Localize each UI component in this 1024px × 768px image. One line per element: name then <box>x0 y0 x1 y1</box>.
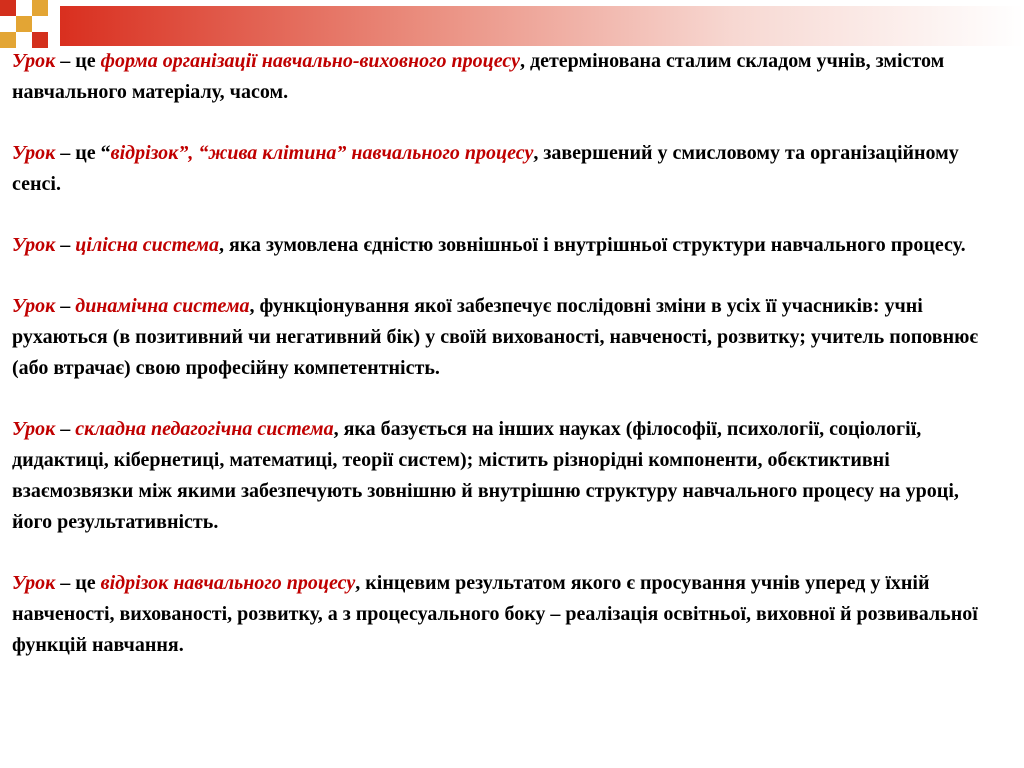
decor-square <box>16 16 32 32</box>
definition-paragraph <box>12 414 1002 538</box>
connector-text: – це <box>55 572 101 594</box>
connector-text: – це “ <box>55 142 111 164</box>
definition-term: цілісна система <box>75 234 219 256</box>
connector-text: – <box>55 295 76 317</box>
definition-rest: , детермінована сталим складом учнів, змістом навчального матеріалу, часом. <box>12 50 945 103</box>
definition-term: форма організації навчально-виховного процесу <box>100 50 520 72</box>
definition-rest: , завершений у смисловому та організаційному сенсі. <box>12 142 959 195</box>
definition-term: відрізок навчального процесу <box>100 572 356 594</box>
definition-rest: , функціонування якої забезпечує послідовні зміни в усіх її учасників: учні рухаються (в позитивний чи негативний бік) у своїй вихованості, навченості, розвитку; учитель поповнює (або втрачає) свою професійну компетентність. <box>12 295 979 379</box>
term-word: Урок <box>12 295 56 317</box>
definition-term: відрізок”, “жива клітина” навчального процесу <box>110 142 534 164</box>
term-word: Урок <box>12 572 56 594</box>
term-word: Урок <box>12 142 56 164</box>
connector-text: – це <box>55 50 101 72</box>
slide-body <box>12 46 1002 661</box>
definition-paragraph <box>12 230 1002 261</box>
definition-term: складна педагогічна система <box>75 418 334 440</box>
header-gradient-bar <box>60 6 1024 46</box>
definition-term: динамічна система <box>75 295 250 317</box>
term-word: Урок <box>12 234 56 256</box>
header-decoration <box>0 0 1024 50</box>
term-word: Урок <box>12 50 56 72</box>
term-word: Урок <box>12 418 56 440</box>
definition-paragraph <box>12 568 1002 661</box>
definition-paragraph <box>12 46 1002 108</box>
definition-paragraph <box>12 138 1002 200</box>
definition-rest: , яка базується на інших науках (філософії, психології, соціології, дидактиці, кібернетиці, математиці, теорії систем); містить різнорідні компоненти, обєктиктивні взаємозвязки між якими забезпечують зовнішню й внутрішню структуру навчального процесу на уроці, його результативність. <box>12 418 959 533</box>
definition-rest: , кінцевим результатом якого є просування учнів уперед у їхній навченості, вихованості, розвитку, а з процесуального боку – реалізація освітньої, виховної й розвивальної функцій навчання. <box>12 572 978 656</box>
decor-square <box>0 0 16 16</box>
definition-paragraph <box>12 291 1002 384</box>
connector-text: – <box>55 418 76 440</box>
definition-rest: , яка зумовлена єдністю зовнішньої і внутрішньої структури навчального процесу. <box>219 234 966 256</box>
decor-square <box>32 0 48 16</box>
connector-text: – <box>55 234 76 256</box>
